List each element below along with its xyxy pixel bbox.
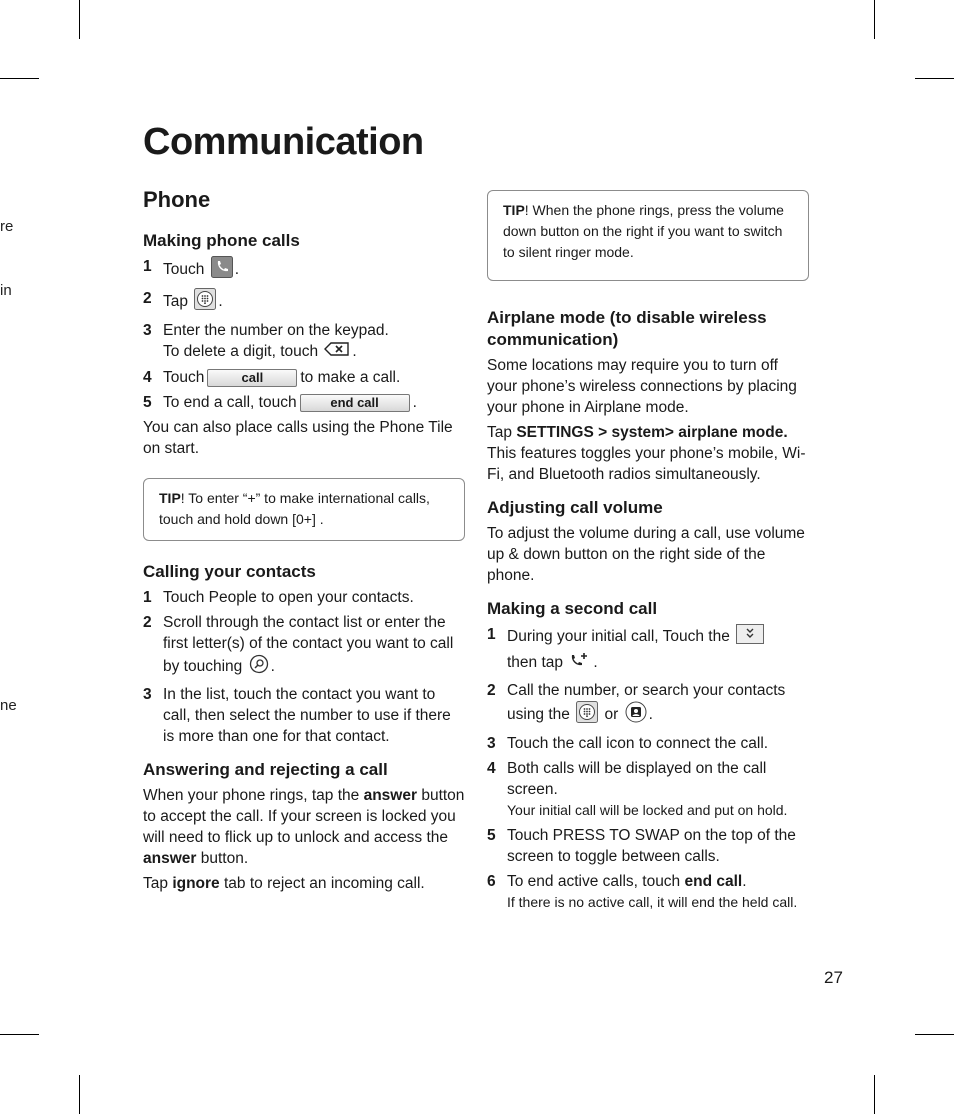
- list-item: 2 Tap .: [143, 288, 465, 316]
- keypad-icon: [576, 701, 598, 729]
- contacts-icon: [625, 701, 647, 729]
- left-column: [143, 186, 465, 898]
- add-call-icon: [569, 650, 591, 676]
- contacts-steps: [143, 587, 465, 747]
- list-item: 1 Touch People to open your contacts.: [143, 589, 414, 606]
- edge-fragment: ne: [0, 697, 17, 714]
- crop-mark: [79, 1075, 80, 1114]
- list-item: 5 To end a call, touch end call .: [143, 394, 417, 411]
- tip-text: ! When the phone rings, press the volume down button on the right if you want to switch to silent ringer mode.: [503, 202, 784, 260]
- crop-mark: [874, 1075, 875, 1114]
- crop-mark: [0, 1034, 39, 1035]
- heading-calling-contacts: Calling your contacts: [143, 562, 316, 581]
- phone-tile-note: You can also place calls using the Phone Tile on start.: [143, 419, 453, 457]
- tip-label: TIP: [159, 490, 181, 506]
- phone-icon: [211, 256, 233, 284]
- keypad-icon: [194, 288, 216, 316]
- crop-mark: [0, 78, 39, 79]
- list-item: 2 Scroll through the contact list or enter the first letter(s) of the contact you want to call by touching .: [143, 612, 465, 680]
- search-icon: [249, 654, 269, 680]
- volume-paragraph: To adjust the volume during a call, use volume up & down button on the right side of the phone.: [487, 525, 805, 584]
- crop-mark: [874, 0, 875, 39]
- heading-making-calls: Making phone calls: [143, 231, 300, 250]
- list-item: 3 Touch the call icon to connect the call.: [487, 735, 769, 752]
- edge-fragment: in: [0, 282, 12, 299]
- airplane-paragraph: Some locations may require you to turn off your phone’s wireless connections by placing your phone in Airplane mode.: [487, 357, 797, 416]
- list-item: 6 To end active calls, touch end call. If there is no active call, it will end the held call.: [487, 873, 798, 910]
- list-item: 5 Touch PRESS TO SWAP on the top of the screen to toggle between calls.: [487, 827, 796, 865]
- page-title: Communication: [143, 121, 424, 163]
- making-calls-steps: [143, 256, 465, 413]
- tip-text: ! To enter “+” to make international calls, touch and hold down [0+] .: [159, 490, 430, 527]
- edge-fragment: re: [0, 218, 14, 235]
- tip-label: TIP: [503, 202, 525, 218]
- list-item: 4 Both calls will be displayed on the call screen. Your initial call will be locked and put on hold.: [487, 760, 788, 818]
- list-item: 3 Enter the number on the keypad. To delete a digit, touch .: [143, 320, 465, 363]
- right-column: [487, 190, 809, 917]
- tip-box: [143, 478, 465, 541]
- heading-second-call: Making a second call: [487, 599, 658, 618]
- list-item: 1 Touch .: [143, 256, 465, 284]
- list-item: 1 During your initial call, Touch the then tap .: [487, 624, 809, 676]
- crop-mark: [915, 78, 954, 79]
- heading-call-volume: Adjusting call volume: [487, 498, 663, 517]
- heading-answering: Answering and rejecting a call: [143, 760, 388, 779]
- airplane-settings-paragraph: Tap SETTINGS > system> airplane mode. This features toggles your phone’s mobile, Wi-Fi, and Bluetooth radios simultaneously.: [487, 424, 806, 483]
- page-number: 27: [824, 968, 843, 987]
- crop-mark: [915, 1034, 954, 1035]
- tip-box: [487, 190, 809, 281]
- call-button-image: call: [207, 369, 297, 387]
- crop-mark: [79, 0, 80, 39]
- second-call-steps: [487, 624, 809, 913]
- list-item: 3 In the list, touch the contact you want to call, then select the number to use if there is more than one for that contact.: [143, 686, 451, 745]
- list-item: 4 Touch call to make a call.: [143, 369, 401, 386]
- heading-airplane-mode: Airplane mode (to disable wireless communication): [487, 308, 767, 349]
- answering-paragraph: When your phone rings, tap the answer button to accept the call. If your screen is locked you will need to flick up to unlock and access the answer button.: [143, 787, 465, 867]
- expand-icon: [736, 624, 764, 650]
- list-item: 2 Call the number, or search your contacts using the or .: [487, 680, 809, 729]
- backspace-icon: [324, 341, 350, 363]
- end-call-button-image: end call: [300, 394, 410, 412]
- section-heading-phone: Phone: [143, 187, 211, 212]
- ignore-paragraph: Tap ignore tab to reject an incoming call.: [143, 875, 425, 892]
